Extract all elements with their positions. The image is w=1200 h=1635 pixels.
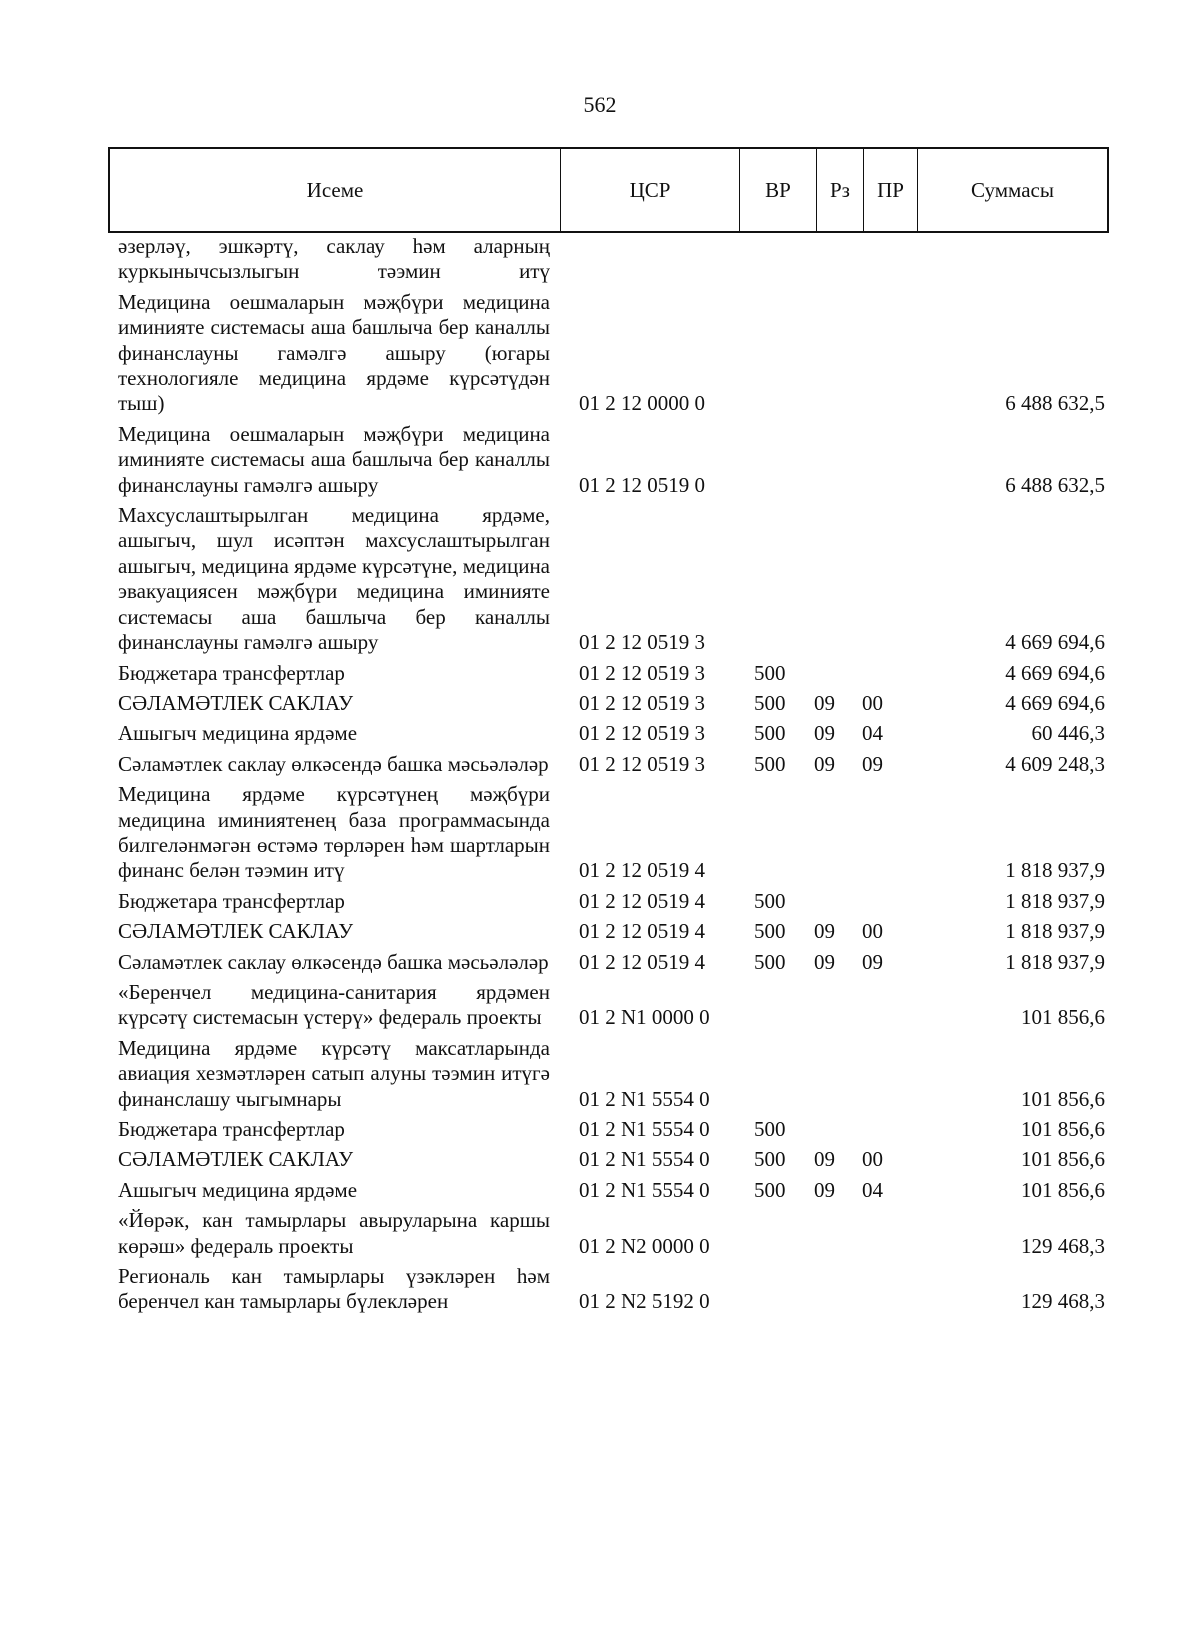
table-row <box>118 782 1108 884</box>
cell-pr: 04 <box>862 721 883 746</box>
cell-csr: 01 2 12 0519 3 <box>579 630 705 655</box>
cell-vr: 500 <box>754 1117 786 1141</box>
cell-sum: 129 468,3 <box>1021 1289 1105 1314</box>
cell-csr: 01 2 12 0519 3 <box>579 660 705 685</box>
cell-csr: 01 2 12 0519 4 <box>579 949 705 974</box>
table-row <box>118 422 1108 498</box>
column-header-rz: Рз <box>817 149 864 231</box>
cell-csr: 01 2 12 0519 3 <box>579 751 705 776</box>
column-header-vr: ВР <box>740 149 817 231</box>
cell-csr: 01 2 12 0519 4 <box>579 919 705 944</box>
cell-sum: 101 856,6 <box>1021 1147 1105 1172</box>
table-row <box>118 691 1108 716</box>
cell-name: Медицина оешмаларын мәҗбүри медицина иминияте системасы аша башлыча бер каналлы финанслауны гамәлгә ашыру <box>118 421 550 497</box>
table-row <box>118 889 1108 914</box>
cell-name: СӘЛАМӘТЛЕК САКЛАУ <box>118 1147 354 1172</box>
table-header <box>108 147 1109 233</box>
cell-pr: 00 <box>862 690 883 715</box>
cell-vr: 500 <box>754 660 786 685</box>
cell-rz: 09 <box>814 1177 835 1202</box>
cell-name: Ашыгыч медицина ярдәме <box>118 721 358 746</box>
cell-sum: 4 669 694,6 <box>1005 630 1105 655</box>
cell-name: Медицина ярдәме күрсәтү максатларында авиация хезмәтләрен сатып алуны тәэмин итүгә финанслашу чыгымнары <box>118 1035 550 1111</box>
cell-sum: 60 446,3 <box>1031 721 1105 746</box>
cell-pr: 00 <box>862 1147 883 1172</box>
cell-pr: 09 <box>862 751 883 776</box>
cell-vr: 500 <box>754 949 786 974</box>
column-header-csr: ЦСР <box>561 149 740 231</box>
cell-name: Бюджетара трансфертлар <box>118 660 345 685</box>
cell-name: Региональ кан тамырлары үзәкләрен һәм беренчел кан тамырлары бүлекләрен <box>118 1264 550 1314</box>
cell-vr: 500 <box>754 1177 786 1202</box>
column-header-sum: Суммасы <box>971 177 1054 202</box>
table-row <box>118 1208 1108 1259</box>
cell-csr: 01 2 N1 5554 0 <box>579 1086 710 1111</box>
cell-sum: 1 818 937,9 <box>1005 858 1105 883</box>
table-row <box>118 503 1108 655</box>
cell-vr: 500 <box>754 919 786 944</box>
cell-sum: 4 609 248,3 <box>1005 751 1105 776</box>
page-number: 562 <box>583 92 617 117</box>
cell-vr: 500 <box>754 1147 786 1172</box>
table-row <box>118 290 1108 417</box>
cell-csr: 01 2 N1 0000 0 <box>579 1005 710 1030</box>
table-row <box>118 919 1108 944</box>
cell-csr: 01 2 N1 5554 0 <box>579 1147 710 1172</box>
cell-name: Бюджетара трансфертлар <box>118 888 345 913</box>
cell-sum: 101 856,6 <box>1021 1005 1105 1030</box>
cell-rz: 09 <box>814 751 835 776</box>
cell-vr: 500 <box>754 721 786 746</box>
cell-name: Бюджетара трансфертлар <box>118 1117 345 1141</box>
cell-pr: 00 <box>862 919 883 944</box>
table-row <box>118 721 1108 746</box>
cell-rz: 09 <box>814 721 835 746</box>
cell-sum: 101 856,6 <box>1021 1117 1105 1141</box>
cell-csr: 01 2 12 0519 3 <box>579 690 705 715</box>
cell-name: «Беренчел медицина-санитария ярдәмен күрсәтү системасын үстерү» федераль проекты <box>118 979 550 1030</box>
cell-sum: 129 468,3 <box>1021 1233 1105 1258</box>
cell-sum: 4 669 694,6 <box>1005 690 1105 715</box>
cell-rz: 09 <box>814 919 835 944</box>
table-row <box>118 234 1108 285</box>
cell-sum: 1 818 937,9 <box>1005 888 1105 913</box>
table-row <box>118 661 1108 686</box>
cell-csr: 01 2 N2 0000 0 <box>579 1233 710 1258</box>
cell-rz: 09 <box>814 1147 835 1172</box>
cell-name: Сәламәтлек саклау өлкәсендә башка мәсьәләләр <box>118 751 549 776</box>
cell-vr: 500 <box>754 751 786 776</box>
cell-csr: 01 2 12 0519 0 <box>579 472 705 497</box>
cell-csr: 01 2 12 0000 0 <box>579 391 705 416</box>
cell-pr: 09 <box>862 949 883 974</box>
cell-csr: 01 2 12 0519 3 <box>579 721 705 746</box>
cell-name: Медицина ярдәме күрсәтүнең мәҗбүри медицина иминиятенең база программасында билгеләнмәгән өстәмә төрләрен һәм шартларын финанс белән тәэмин итү <box>118 782 550 883</box>
table-body <box>118 234 1108 1320</box>
cell-csr: 01 2 N2 5192 0 <box>579 1289 710 1314</box>
cell-sum: 6 488 632,5 <box>1005 391 1105 416</box>
cell-sum: 1 818 937,9 <box>1005 919 1105 944</box>
column-header-name: Исеме <box>110 149 561 231</box>
column-header-pr: ПР <box>864 149 918 231</box>
table-row <box>118 1178 1108 1203</box>
table-row <box>118 1264 1108 1315</box>
cell-sum: 4 669 694,6 <box>1005 660 1105 685</box>
cell-csr: 01 2 12 0519 4 <box>579 888 705 913</box>
cell-sum: 101 856,6 <box>1021 1177 1105 1202</box>
cell-csr: 01 2 N1 5554 0 <box>579 1117 710 1141</box>
table-row <box>118 980 1108 1031</box>
table-row <box>118 1036 1108 1112</box>
cell-pr: 04 <box>862 1177 883 1202</box>
cell-vr: 500 <box>754 690 786 715</box>
table-row <box>118 1147 1108 1172</box>
cell-name: әзерләү, эшкәртү, саклау һәм аларның куркынычсызлыгын тәэмин итү <box>118 234 550 284</box>
cell-name: СӘЛАМӘТЛЕК САКЛАУ <box>118 919 354 944</box>
cell-rz: 09 <box>814 949 835 974</box>
table-row <box>118 950 1108 975</box>
cell-sum: 6 488 632,5 <box>1005 472 1105 497</box>
cell-name: «Йөрәк, кан тамырлары авыруларына каршы көрәш» федераль проекты <box>118 1208 550 1258</box>
cell-name: Сәламәтлек саклау өлкәсендә башка мәсьәләләр <box>118 949 549 974</box>
cell-sum: 1 818 937,9 <box>1005 949 1105 974</box>
cell-rz: 09 <box>814 690 835 715</box>
table-row <box>118 1117 1108 1142</box>
cell-csr: 01 2 12 0519 4 <box>579 858 705 883</box>
cell-name: Медицина оешмаларын мәҗбүри медицина иминияте системасы аша башлыча бер каналлы финанслауны гамәлгә ашыру (югары технологияле медицина ярдәме күрсәтүдән тыш) <box>118 289 550 416</box>
cell-vr: 500 <box>754 888 786 913</box>
cell-name: СӘЛАМӘТЛЕК САКЛАУ <box>118 690 354 715</box>
cell-name: Ашыгыч медицина ярдәме <box>118 1177 358 1202</box>
cell-name: Махсуслаштырылган медицина ярдәме, ашыгыч, шул исәптән махсуслаштырылган ашыгыч, медицина ярдәме күрсәтүне, медицина эвакуациясен мәҗбүри медицина иминияте системасы аша башлыча бер каналлы финанслауны гамәлгә ашыру <box>118 503 550 655</box>
cell-sum: 101 856,6 <box>1021 1086 1105 1111</box>
cell-csr: 01 2 N1 5554 0 <box>579 1177 710 1202</box>
table-row <box>118 752 1108 777</box>
